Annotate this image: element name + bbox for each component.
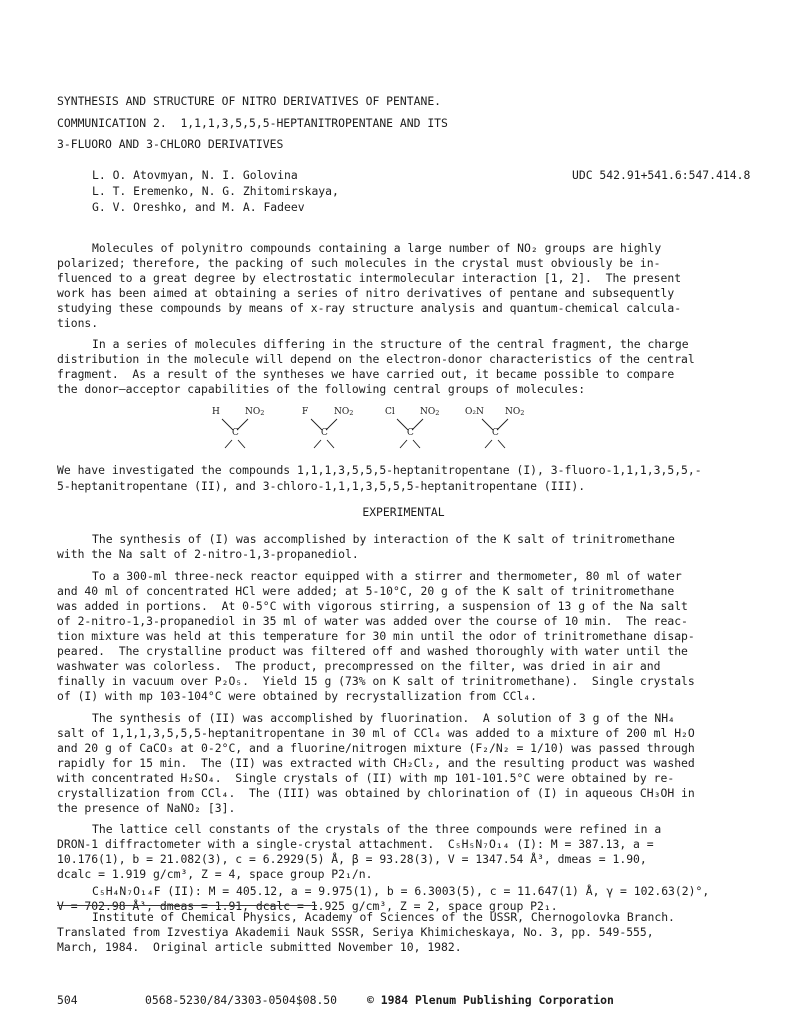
para5-line: was added in portions. At 0-5°C with vigorous stirring, a suspension of 13 g of the Na salt <box>57 599 688 613</box>
group-label: NO <box>334 407 350 417</box>
molecule-center-atom: C <box>492 428 499 438</box>
para6-line: salt of 1,1,1,3,5,5,5-heptanitropentane in 30 ml of CCl₄ was added to a mixture of 200 ml H₂O <box>57 726 695 740</box>
author-line-1: L. O. Atovmyan, N. I. Golovina <box>92 168 298 182</box>
footnote-line: March, 1984. Original article submitted November 10, 1982. <box>57 940 462 954</box>
para2-line: the donor—acceptor capabilities of the following central groups of molecules: <box>57 382 586 396</box>
group-subscript: 2 <box>260 409 265 417</box>
group-subscript: 2 <box>349 409 354 417</box>
author-line-3: G. V. Oreshko, and M. A. Fadeev <box>92 200 305 214</box>
para5-line: washwater was colorless. The product, precompressed on the filter, was dried in air and <box>57 659 661 673</box>
title-line-3: 3-FLUORO AND 3-CHLORO DERIVATIVES <box>57 137 284 151</box>
footnote-line: Institute of Chemical Physics, Academy of Sciences of the USSR, Chernogolovka Branch. <box>92 910 675 924</box>
footnote-line: Translated from Izvestiya Akademii Nauk SSSR, Seriya Khimicheskaya, No. 3, pp. 549-555, <box>57 925 654 939</box>
para6-line: The synthesis of (II) was accomplished by fluorination. A solution of 3 g of the NH₄ <box>92 711 675 725</box>
para6-line: the presence of NaNO₂ [3]. <box>57 801 236 815</box>
para6-line: crystallization from CCl₄. The (III) was obtained by chlorination of (I) in aqueous CH₃OH in <box>57 786 695 800</box>
para2-line: In a series of molecules differing in the structure of the central fragment, the charge <box>92 337 689 351</box>
group-subscript: 2 <box>520 409 525 417</box>
para5-line: and 40 ml of concentrated HCl were added; at 5-10°C, 20 g of the K salt of trinitromethane <box>57 584 675 598</box>
copyright-notice: © 1984 Plenum Publishing Corporation <box>367 993 614 1007</box>
title-line-1: SYNTHESIS AND STRUCTURE OF NITRO DERIVATIVES OF PENTANE. <box>57 94 442 108</box>
para5-line: finally in vacuum over P₂O₅. Yield 15 g (73% on K salt of trinitromethane). Single crystals <box>57 674 695 688</box>
para7-line: The lattice cell constants of the crystals of the three compounds were refined in a <box>92 822 662 836</box>
para2-line: distribution in the molecule will depend on the electron-donor characteristics of the central <box>57 352 695 366</box>
para7-line: DRON-1 diffractometer with a single-crystal attachment. C₅H₅N₇O₁₄ (I): M = 387.13, a = <box>57 837 654 851</box>
intro-line: studying these compounds by means of x-ray structure analysis and quantum-chemical calcula- <box>57 301 682 315</box>
para5-line: of 2-nitro-1,3-propanediol in 35 ml of water was added over the course of 10 min. The reac- <box>57 614 688 628</box>
molecule-left-atom: H <box>212 407 220 417</box>
molecule-left-atom: Cl <box>385 407 395 417</box>
para5-line: To a 300-ml three-neck reactor equipped with a stirrer and thermometer, 80 ml of water <box>92 569 682 583</box>
para4-line: with the Na salt of 2-nitro-1,3-propanediol. <box>57 547 359 561</box>
udc-code: UDC 542.91+541.6:547.414.8 <box>572 168 751 182</box>
intro-line: work has been aimed at obtaining a series of nitro derivatives of pentane and subsequently <box>57 286 675 300</box>
para8-line: V = 702.98 Å³, dmeas = 1.91, dcalc = 1.925 g/cm³, Z = 2, space group P2₁. <box>57 899 558 913</box>
molecule-left-atom: O₂N <box>465 407 484 417</box>
intro-line: fluenced to a great degree by electrostatic intermolecular interaction [1, 2]. The present <box>57 271 682 285</box>
molecule-right-group <box>505 407 524 417</box>
section-heading-experimental: EXPERIMENTAL <box>362 505 445 519</box>
para7-line: dcalc = 1.919 g/cm³, Z = 4, space group P2₁/n. <box>57 867 373 881</box>
para3-line: We have investigated the compounds 1,1,1,3,5,5,5-heptanitropentane (I), 3-fluoro-1,1,1,3,5,5,- <box>57 463 702 477</box>
author-line-2: L. T. Eremenko, N. G. Zhitomirskaya, <box>92 184 339 198</box>
para5-line: of (I) with mp 103-104°C were obtained by recrystallization from CCl₄. <box>57 689 538 703</box>
intro-line: Molecules of polynitro compounds containing a large number of NO₂ groups are highly <box>92 241 662 255</box>
intro-line: tions. <box>57 316 99 330</box>
para5-line: tion mixture was held at this temperature for 30 min until the odor of trinitromethane disap- <box>57 629 695 643</box>
molecule-right-group <box>245 407 264 417</box>
para3-line: 5-heptanitropentane (II), and 3-chloro-1,1,1,3,5,5,5-heptanitropentane (III). <box>57 479 586 493</box>
molecule-center-atom: C <box>232 428 239 438</box>
group-label: NO <box>245 407 261 417</box>
group-label: NO <box>420 407 436 417</box>
intro-line: polarized; therefore, the packing of such molecules in the crystal must obviously be in- <box>57 256 661 270</box>
para6-line: and 20 g of CaCO₃ at 0-2°C, and a fluorine/nitrogen mixture (F₂/N₂ = 1/10) was passed through <box>57 741 695 755</box>
para6-line: rapidly for 15 min. The (II) was extracted with CH₂Cl₂, and the resulting product was washed <box>57 756 695 770</box>
para5-line: peared. The crystalline product was filtered off and washed thoroughly with water until the <box>57 644 688 658</box>
molecule-right-group <box>420 407 439 417</box>
molecule-center-atom: C <box>407 428 414 438</box>
para7-line: 10.176(1), b = 21.082(3), c = 6.2929(5) Å, β = 93.28(3), V = 1347.54 Å³, dmeas = 1.90, <box>57 852 647 866</box>
group-subscript: 2 <box>435 409 440 417</box>
para8-line: C₅H₄N₇O₁₄F (II): M = 405.12, a = 9.975(1), b = 6.3003(5), c = 11.647(1) Å, γ = 102.63(2)°, <box>92 884 710 898</box>
molecule-center-atom: C <box>321 428 328 438</box>
para6-line: with concentrated H₂SO₄. Single crystals of (II) with mp 101-101.5°C were obtained by re- <box>57 771 675 785</box>
article-code: 0568-5230/84/3303-0504$08.50 <box>145 993 338 1007</box>
page-number: 504 <box>57 993 78 1007</box>
para2-line: fragment. As a result of the syntheses we have carried out, it became possible to compare <box>57 367 675 381</box>
group-label: NO <box>505 407 521 417</box>
molecule-left-atom: F <box>302 407 309 417</box>
title-line-2: COMMUNICATION 2. 1,1,1,3,5,5,5-HEPTANITROPENTANE AND ITS <box>57 116 448 130</box>
molecule-right-group <box>334 407 353 417</box>
para4-line: The synthesis of (I) was accomplished by interaction of the K salt of trinitromethane <box>92 532 675 546</box>
footnote-rule <box>57 905 317 906</box>
